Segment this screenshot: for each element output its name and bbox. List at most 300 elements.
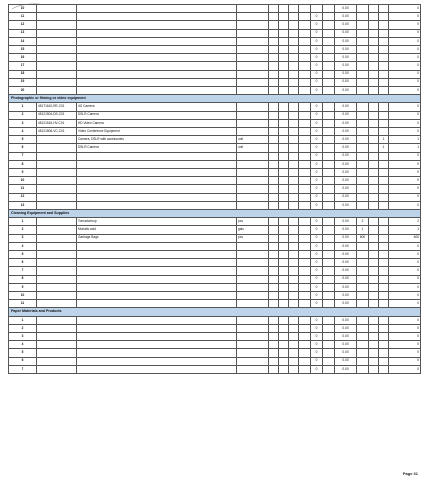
blank-cell	[323, 111, 335, 119]
blank-cell	[369, 62, 379, 70]
total-cell: 600	[389, 234, 421, 242]
blank-cell	[269, 70, 279, 78]
item-unit: unit	[237, 144, 269, 152]
table-row	[9, 357, 421, 365]
quantity-cell: 0	[311, 70, 323, 78]
blank-cell	[289, 177, 299, 185]
blank-cell	[269, 168, 279, 176]
quarter-cell	[379, 218, 389, 226]
blank-cell	[299, 291, 311, 299]
blank-cell	[279, 316, 289, 324]
quantity-cell: 0	[311, 54, 323, 62]
item-code	[37, 152, 77, 160]
blank-cell	[269, 365, 279, 373]
item-number: 2	[9, 324, 37, 332]
item-description: Tornado/mop	[77, 218, 237, 226]
item-number: 4	[9, 242, 37, 250]
blank-cell	[279, 21, 289, 29]
blank-cell	[269, 152, 279, 160]
blank-cell	[369, 357, 379, 365]
quarter-cell	[379, 365, 389, 373]
blank-cell	[77, 62, 237, 70]
blank-cell	[269, 78, 279, 86]
item-unit: pcs	[237, 234, 269, 242]
blank-cell	[299, 160, 311, 168]
blank-cell	[369, 177, 379, 185]
procurement-sheet	[8, 4, 420, 374]
blank-cell	[299, 78, 311, 86]
table-row	[9, 152, 421, 160]
blank-cell	[279, 128, 289, 136]
blank-cell	[299, 136, 311, 144]
blank-cell	[237, 54, 269, 62]
item-unit	[237, 201, 269, 209]
item-number: 5	[9, 136, 37, 144]
total-cell: 0	[389, 86, 421, 94]
blank-cell	[357, 29, 369, 37]
blank-cell	[323, 86, 335, 94]
item-number: 1	[9, 316, 37, 324]
quantity-cell: 0	[311, 13, 323, 21]
blank-cell	[289, 242, 299, 250]
blank-cell	[369, 111, 379, 119]
table-row	[9, 54, 421, 62]
amount-cell: 0.00	[335, 324, 357, 332]
blank-cell	[289, 193, 299, 201]
item-code	[37, 242, 77, 250]
blank-cell	[269, 324, 279, 332]
item-description	[77, 168, 237, 176]
blank-cell	[77, 13, 237, 21]
item-unit	[237, 193, 269, 201]
item-code	[37, 357, 77, 365]
blank-cell	[299, 300, 311, 308]
blank-cell	[323, 234, 335, 242]
table-row	[9, 365, 421, 373]
item-description	[77, 324, 237, 332]
blank-cell	[289, 349, 299, 357]
amount-cell: 0.00	[335, 201, 357, 209]
blank-cell	[369, 119, 379, 127]
quarter-cell	[379, 283, 389, 291]
item-description: Garbage Bags	[77, 234, 237, 242]
item-description: 4G Camera	[77, 103, 237, 111]
blank-cell	[323, 144, 335, 152]
blank-cell	[269, 103, 279, 111]
quantity-cell: 0	[311, 103, 323, 111]
total-cell: 0	[389, 128, 421, 136]
blank-cell	[299, 177, 311, 185]
item-number: 5	[9, 349, 37, 357]
quarter-cell	[379, 242, 389, 250]
quantity-cell: 0	[311, 168, 323, 176]
blank-cell	[37, 37, 77, 45]
table-row	[9, 275, 421, 283]
blank-cell	[269, 333, 279, 341]
table-row	[9, 160, 421, 168]
total-cell: 0	[389, 185, 421, 193]
blank-cell	[299, 357, 311, 365]
total-cell: 0	[389, 160, 421, 168]
blank-cell	[323, 168, 335, 176]
item-number: 10	[9, 291, 37, 299]
quantity-cell: 0	[311, 218, 323, 226]
item-code	[37, 251, 77, 259]
total-cell: 0	[389, 291, 421, 299]
table-row	[9, 5, 421, 13]
blank-cell	[279, 160, 289, 168]
total-cell: 1	[389, 136, 421, 144]
blank-cell	[299, 111, 311, 119]
blank-cell	[323, 152, 335, 160]
item-code	[37, 185, 77, 193]
blank-cell	[289, 13, 299, 21]
blank-cell	[289, 5, 299, 13]
item-number: 3	[9, 333, 37, 341]
blank-cell	[279, 259, 289, 267]
item-code	[37, 275, 77, 283]
blank-cell	[323, 251, 335, 259]
quarter-cell	[357, 168, 369, 176]
quarter-cell: 1	[379, 144, 389, 152]
table-row	[9, 316, 421, 324]
blank-cell	[279, 29, 289, 37]
item-code	[37, 316, 77, 324]
item-number: 20	[9, 86, 37, 94]
item-code	[37, 218, 77, 226]
blank-cell	[289, 316, 299, 324]
blank-cell	[279, 251, 289, 259]
quantity-cell: 0	[311, 275, 323, 283]
quarter-cell	[379, 259, 389, 267]
item-unit: unit	[237, 136, 269, 144]
blank-cell	[369, 152, 379, 160]
amount-cell: 0.00	[335, 300, 357, 308]
amount-cell: 0.00	[335, 86, 357, 94]
page-number: Page 31	[402, 471, 418, 476]
blank-cell	[269, 86, 279, 94]
blank-cell	[279, 86, 289, 94]
total-cell: 0	[389, 349, 421, 357]
blank-cell	[323, 54, 335, 62]
blank-cell	[369, 160, 379, 168]
blank-cell	[289, 37, 299, 45]
quarter-cell	[379, 226, 389, 234]
blank-cell	[279, 54, 289, 62]
blank-cell	[369, 144, 379, 152]
table-row	[9, 283, 421, 291]
table-row	[9, 349, 421, 357]
blank-cell	[37, 78, 77, 86]
item-description	[77, 251, 237, 259]
total-cell: 0	[389, 193, 421, 201]
quantity-cell: 0	[311, 226, 323, 234]
item-description	[77, 267, 237, 275]
item-number: 9	[9, 168, 37, 176]
blank-cell	[369, 267, 379, 275]
quantity-cell: 0	[311, 349, 323, 357]
blank-cell	[289, 45, 299, 53]
blank-cell	[269, 341, 279, 349]
quarter-cell	[357, 242, 369, 250]
item-description	[77, 357, 237, 365]
blank-cell	[289, 185, 299, 193]
item-description	[77, 341, 237, 349]
blank-cell	[289, 136, 299, 144]
item-description	[77, 333, 237, 341]
total-cell: 1	[389, 226, 421, 234]
quarter-cell	[357, 152, 369, 160]
table-row	[9, 234, 421, 242]
total-cell: 0	[389, 365, 421, 373]
blank-cell	[299, 45, 311, 53]
blank-cell	[279, 218, 289, 226]
table-row	[9, 333, 421, 341]
item-unit	[237, 111, 269, 119]
total-cell: 0	[389, 300, 421, 308]
blank-cell	[77, 78, 237, 86]
blank-cell	[269, 283, 279, 291]
blank-cell	[269, 259, 279, 267]
blank-cell	[269, 144, 279, 152]
blank-cell	[289, 62, 299, 70]
quarter-cell	[379, 185, 389, 193]
blank-cell	[269, 251, 279, 259]
item-code	[37, 267, 77, 275]
item-number: 11	[9, 13, 37, 21]
blank-cell	[323, 136, 335, 144]
blank-cell	[299, 251, 311, 259]
amount-cell: 0.00	[335, 152, 357, 160]
blank-cell	[289, 341, 299, 349]
blank-cell	[269, 62, 279, 70]
amount-cell: 0.00	[335, 218, 357, 226]
item-number: 1	[9, 218, 37, 226]
blank-cell	[299, 29, 311, 37]
amount-cell: 0.00	[335, 45, 357, 53]
quarter-cell	[357, 177, 369, 185]
blank-cell	[279, 5, 289, 13]
item-description	[77, 316, 237, 324]
quarter-cell	[379, 251, 389, 259]
amount-cell: 0.00	[335, 316, 357, 324]
amount-cell: 0.00	[335, 13, 357, 21]
blank-cell	[369, 226, 379, 234]
table-row	[9, 185, 421, 193]
quarter-cell	[379, 341, 389, 349]
item-description	[77, 201, 237, 209]
blank-cell	[357, 86, 369, 94]
item-unit	[237, 119, 269, 127]
total-cell: 0	[389, 78, 421, 86]
item-number: 13	[9, 29, 37, 37]
item-number: 14	[9, 37, 37, 45]
quarter-cell	[357, 349, 369, 357]
item-unit	[237, 349, 269, 357]
table-row	[9, 324, 421, 332]
blank-cell	[269, 5, 279, 13]
blank-cell	[37, 21, 77, 29]
blank-cell	[269, 218, 279, 226]
blank-cell	[357, 78, 369, 86]
blank-cell	[37, 70, 77, 78]
quarter-cell	[357, 111, 369, 119]
blank-cell	[237, 5, 269, 13]
table-row	[9, 242, 421, 250]
table-row	[9, 70, 421, 78]
quarter-cell	[357, 136, 369, 144]
item-unit: pcs	[237, 218, 269, 226]
quantity-cell: 0	[311, 185, 323, 193]
blank-cell	[289, 144, 299, 152]
total-cell: 0	[389, 283, 421, 291]
amount-cell: 0.00	[335, 37, 357, 45]
blank-cell	[237, 62, 269, 70]
total-cell: 0	[389, 324, 421, 332]
total-cell: 0	[389, 103, 421, 111]
blank-cell	[323, 45, 335, 53]
amount-cell: 0.00	[335, 291, 357, 299]
quarter-cell	[357, 275, 369, 283]
amount-cell: 0.00	[335, 185, 357, 193]
item-unit	[237, 251, 269, 259]
item-description	[77, 193, 237, 201]
blank-cell	[323, 349, 335, 357]
blank-cell	[323, 29, 335, 37]
blank-cell	[269, 54, 279, 62]
quarter-cell	[357, 251, 369, 259]
blank-cell	[279, 111, 289, 119]
quantity-cell: 0	[311, 29, 323, 37]
blank-cell	[323, 37, 335, 45]
quantity-cell: 0	[311, 324, 323, 332]
item-unit	[237, 324, 269, 332]
total-cell: 0	[389, 259, 421, 267]
blank-cell	[369, 218, 379, 226]
blank-cell	[379, 45, 389, 53]
item-description	[77, 349, 237, 357]
item-number: 9	[9, 283, 37, 291]
blank-cell	[269, 13, 279, 21]
amount-cell: 0.00	[335, 341, 357, 349]
blank-cell	[289, 29, 299, 37]
quarter-cell	[357, 193, 369, 201]
blank-cell	[357, 45, 369, 53]
item-number: 3	[9, 234, 37, 242]
amount-cell: 0.00	[335, 111, 357, 119]
quarter-cell	[357, 201, 369, 209]
blank-cell	[237, 45, 269, 53]
amount-cell: 0.00	[335, 70, 357, 78]
item-code	[37, 193, 77, 201]
amount-cell: 0.00	[335, 21, 357, 29]
blank-cell	[379, 29, 389, 37]
item-code: 45171610-RE-C01	[37, 103, 77, 111]
blank-cell	[279, 193, 289, 201]
blank-cell	[369, 251, 379, 259]
item-description: HD Video Camera	[77, 119, 237, 127]
amount-cell: 0.00	[335, 333, 357, 341]
table-row	[9, 78, 421, 86]
item-code	[37, 283, 77, 291]
amount-cell: 0.00	[335, 54, 357, 62]
blank-cell	[279, 234, 289, 242]
blank-cell	[299, 37, 311, 45]
table-row	[9, 177, 421, 185]
quarter-cell	[357, 160, 369, 168]
quarter-cell	[357, 357, 369, 365]
quantity-cell: 0	[311, 136, 323, 144]
quantity-cell: 0	[311, 45, 323, 53]
blank-cell	[369, 193, 379, 201]
table-row	[9, 111, 421, 119]
blank-cell	[323, 365, 335, 373]
blank-cell	[369, 29, 379, 37]
blank-cell	[369, 300, 379, 308]
quarter-cell	[379, 300, 389, 308]
item-unit	[237, 300, 269, 308]
blank-cell	[299, 333, 311, 341]
blank-cell	[369, 259, 379, 267]
quarter-cell	[357, 283, 369, 291]
blank-cell	[289, 78, 299, 86]
blank-cell	[357, 70, 369, 78]
blank-cell	[323, 259, 335, 267]
blank-cell	[37, 13, 77, 21]
blank-cell	[77, 45, 237, 53]
blank-cell	[289, 324, 299, 332]
blank-cell	[299, 86, 311, 94]
blank-cell	[299, 185, 311, 193]
item-unit	[237, 259, 269, 267]
blank-cell	[269, 357, 279, 365]
blank-cell	[237, 37, 269, 45]
blank-cell	[369, 341, 379, 349]
item-number: 18	[9, 70, 37, 78]
item-number: 8	[9, 275, 37, 283]
blank-cell	[289, 54, 299, 62]
quantity-cell: 0	[311, 333, 323, 341]
quarter-cell	[357, 291, 369, 299]
blank-cell	[299, 128, 311, 136]
item-unit	[237, 357, 269, 365]
blank-cell	[369, 5, 379, 13]
amount-cell: 0.00	[335, 29, 357, 37]
item-description: Muriatic acid	[77, 226, 237, 234]
item-number: 13	[9, 201, 37, 209]
quarter-cell	[379, 333, 389, 341]
item-description	[77, 152, 237, 160]
blank-cell	[323, 13, 335, 21]
blank-cell	[369, 86, 379, 94]
blank-cell	[289, 251, 299, 259]
table-row	[9, 168, 421, 176]
blank-cell	[369, 316, 379, 324]
item-number: 6	[9, 259, 37, 267]
item-unit	[237, 152, 269, 160]
blank-cell	[379, 86, 389, 94]
amount-cell: 0.00	[335, 5, 357, 13]
section-title: Photographic or filming or video equipment	[9, 95, 421, 103]
blank-cell	[299, 168, 311, 176]
blank-cell	[289, 365, 299, 373]
blank-cell	[279, 242, 289, 250]
total-cell: 0	[389, 275, 421, 283]
amount-cell: 0.00	[335, 259, 357, 267]
blank-cell	[279, 349, 289, 357]
blank-cell	[323, 62, 335, 70]
blank-cell	[299, 218, 311, 226]
